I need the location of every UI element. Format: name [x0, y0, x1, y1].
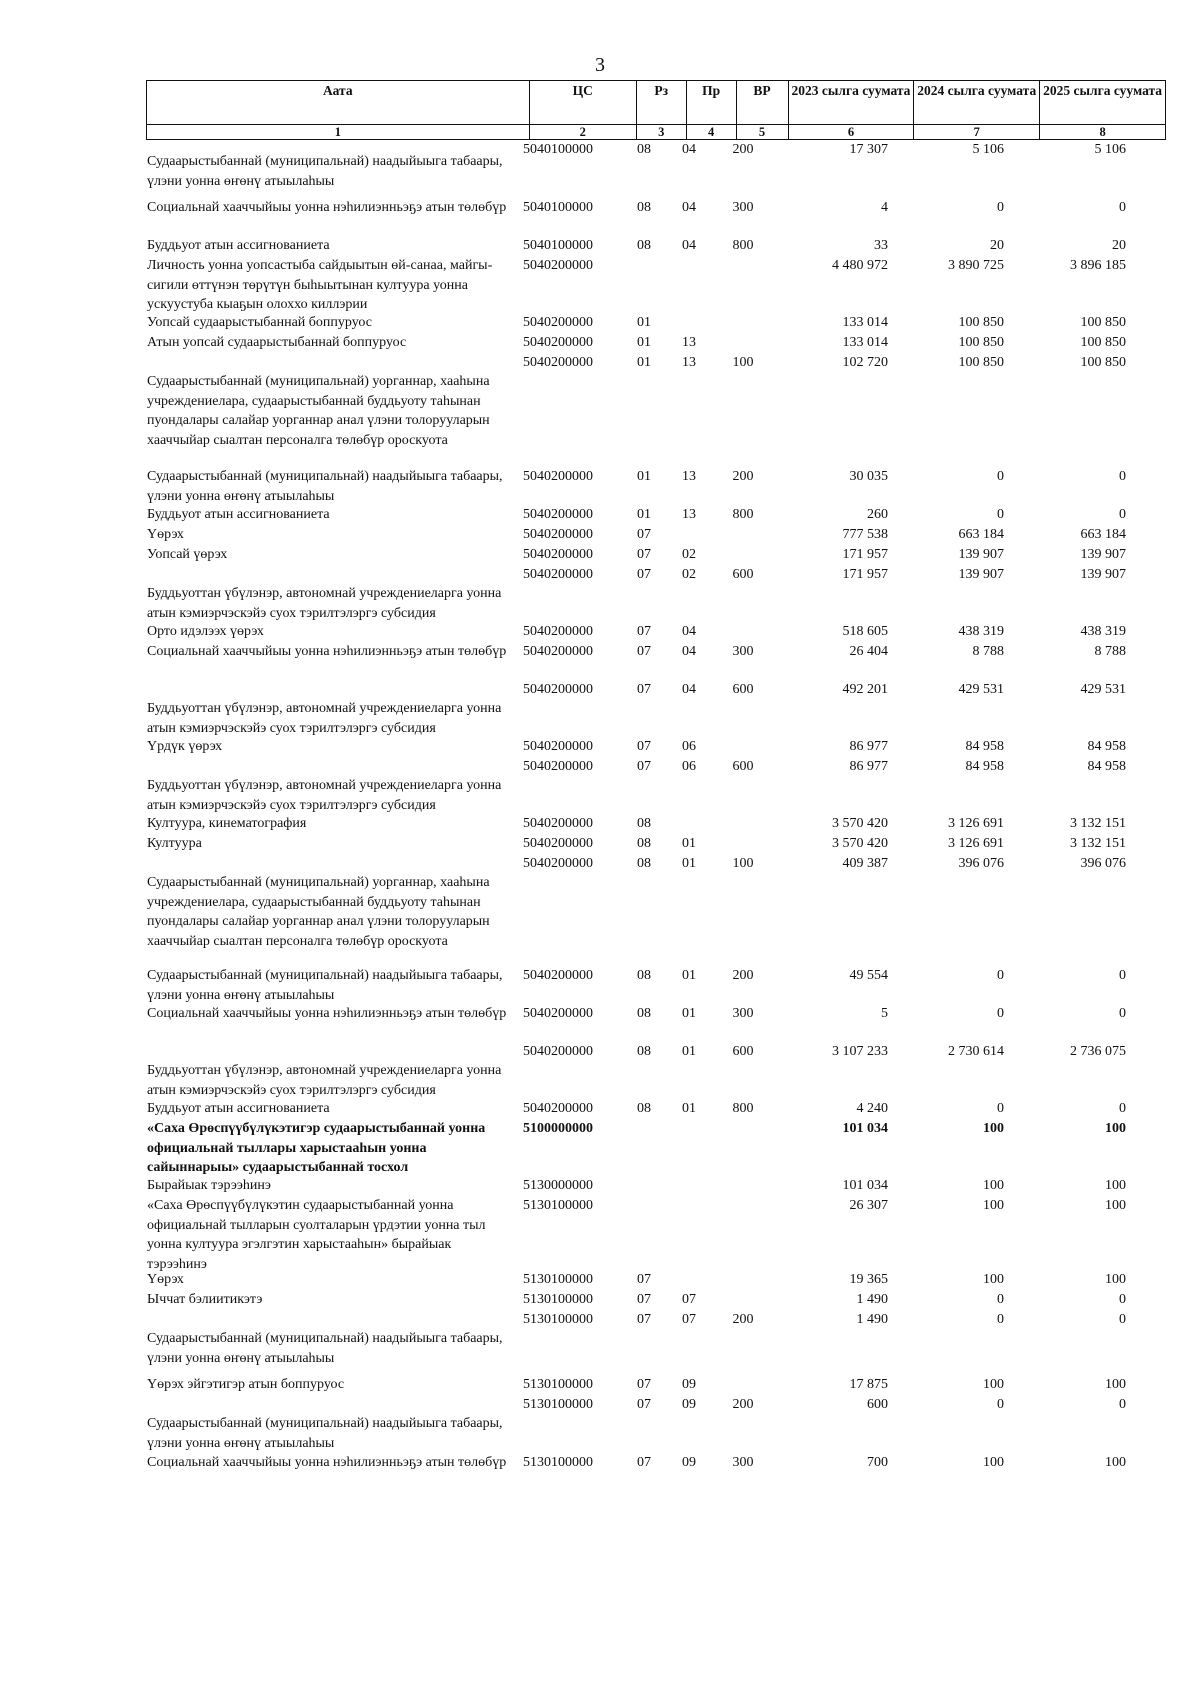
row-name: «Саха Өрөспүүбүлүкэтин судаарыстыбаннай уонна официальнай тылларын суолталарын үрдэтии уонна тыл уонна култуура эгэлгэтин харыстааһын» бырайыак тэрээһинэ [147, 1198, 486, 1272]
row-rz: 08 [637, 238, 651, 253]
col-header-2023: 2023 сылга суумата [788, 81, 914, 125]
row-vr: 100 [732, 856, 754, 871]
row-rz: 07 [637, 567, 651, 582]
row-value-2024: 0 [997, 469, 1004, 484]
row-value-2024: 0 [997, 1101, 1004, 1116]
row-value-2024: 0 [997, 200, 1004, 215]
row-value-2024: 0 [997, 1312, 1004, 1327]
row-cs: 5130100000 [523, 1272, 593, 1287]
row-value-2024: 3 126 691 [948, 836, 1004, 851]
col-number: 7 [914, 125, 1040, 140]
row-value-2024: 100 [983, 1178, 1004, 1193]
row-value-2023: 777 538 [842, 527, 888, 542]
row-vr: 100 [732, 355, 754, 370]
row-value-2025: 396 076 [1080, 856, 1126, 871]
row-value-2023: 133 014 [842, 335, 888, 350]
row-value-2024: 100 [983, 1121, 1004, 1136]
row-rz: 07 [637, 682, 651, 697]
row-cs: 5130100000 [523, 1397, 593, 1412]
row-value-2025: 0 [1119, 507, 1126, 522]
row-name: Буддьуот атын ассигнованиета [147, 507, 330, 522]
row-value-2023: 17 307 [849, 142, 888, 157]
row-cs: 5040200000 [523, 355, 593, 370]
col-number: 2 [529, 125, 636, 140]
row-value-2025: 0 [1119, 1006, 1126, 1021]
row-value-2025: 0 [1119, 1397, 1126, 1412]
col-header-2024: 2024 сылга суумата [914, 81, 1040, 125]
row-cs: 5040200000 [523, 856, 593, 871]
row-value-2023: 49 554 [849, 968, 888, 983]
row-cs: 5130100000 [523, 1377, 593, 1392]
row-cs: 5040200000 [523, 836, 593, 851]
row-value-2025: 100 [1105, 1272, 1126, 1287]
row-value-2025: 663 184 [1080, 527, 1126, 542]
row-name: Үөрэх [147, 1272, 184, 1287]
row-name: Судаарыстыбаннай (муниципальнай) уорганнар, хааһына учреждениелара, судаарыстыбаннай буддьуоту таһынан пуондалары салайар уорганнар анал үлэни толорууларын хааччыйар сыалтан персоналга төлөбүр ороскуота [147, 374, 490, 448]
row-value-2024: 84 958 [965, 759, 1004, 774]
row-value-2025: 5 106 [1094, 142, 1126, 157]
row-pr: 01 [682, 1101, 696, 1116]
row-name: Судаарыстыбаннай (муниципальнай) наадыйыыга табаары, үлэни уонна өҥөнү атыылаһыы [147, 1416, 503, 1451]
row-cs: 5040200000 [523, 759, 593, 774]
row-name: Судаарыстыбаннай (муниципальнай) наадыйыыга табаары, үлэни уонна өҥөнү атыылаһыы [147, 968, 503, 1003]
row-pr: 13 [682, 469, 696, 484]
row-value-2023: 33 [874, 238, 888, 253]
row-value-2024: 100 850 [958, 335, 1004, 350]
row-value-2023: 86 977 [849, 739, 888, 754]
row-rz: 07 [637, 1292, 651, 1307]
row-name: Буддьуоттан үбүлэнэр, автономнай учреждениеларга уонна атын кэмиэрчэскэйэ суох тэрилтэлэргэ субсидия [147, 1063, 502, 1098]
row-vr: 300 [732, 1006, 754, 1021]
row-cs: 5040100000 [523, 142, 593, 157]
row-rz: 07 [637, 1455, 651, 1470]
row-value-2025: 100 [1105, 1377, 1126, 1392]
row-value-2025: 0 [1119, 469, 1126, 484]
row-value-2024: 84 958 [965, 739, 1004, 754]
row-name: Үөрэх эйгэтигэр атын боппуруос [147, 1377, 345, 1392]
row-value-2023: 17 875 [849, 1377, 888, 1392]
row-vr: 800 [732, 507, 754, 522]
row-value-2025: 100 [1105, 1121, 1126, 1136]
row-value-2025: 139 907 [1080, 547, 1126, 562]
row-rz: 07 [637, 1397, 651, 1412]
row-value-2023: 101 034 [842, 1121, 888, 1136]
row-value-2024: 0 [997, 1397, 1004, 1412]
row-value-2024: 139 907 [958, 567, 1004, 582]
row-value-2023: 1 490 [856, 1312, 888, 1327]
row-vr: 800 [732, 238, 754, 253]
row-value-2024: 139 907 [958, 547, 1004, 562]
row-rz: 01 [637, 335, 651, 350]
row-cs: 5040200000 [523, 315, 593, 330]
row-value-2023: 171 957 [842, 547, 888, 562]
row-vr: 800 [732, 1101, 754, 1116]
row-cs: 5040200000 [523, 1006, 593, 1021]
row-cs: 5040200000 [523, 258, 593, 273]
row-rz: 08 [637, 856, 651, 871]
row-value-2025: 100 850 [1080, 355, 1126, 370]
row-vr: 600 [732, 682, 754, 697]
row-pr: 02 [682, 547, 696, 562]
row-rz: 01 [637, 469, 651, 484]
row-vr: 200 [732, 142, 754, 157]
row-value-2024: 663 184 [958, 527, 1004, 542]
row-value-2025: 438 319 [1080, 624, 1126, 639]
row-pr: 04 [682, 644, 696, 659]
row-name: Бырайыак тэрээһинэ [147, 1178, 271, 1193]
col-number: 1 [147, 125, 530, 140]
row-cs: 5100000000 [523, 1121, 593, 1136]
row-pr: 07 [682, 1292, 696, 1307]
row-name: Буддьуоттан үбүлэнэр, автономнай учреждениеларга уонна атын кэмиэрчэскэйэ суох тэрилтэлэргэ субсидия [147, 778, 502, 813]
row-name: Ыччат бэлиитикэтэ [147, 1292, 263, 1307]
row-vr: 200 [732, 1397, 754, 1412]
row-value-2025: 0 [1119, 200, 1126, 215]
row-value-2023: 4 480 972 [832, 258, 888, 273]
row-rz: 07 [637, 759, 651, 774]
col-header-name: Аата [147, 81, 530, 125]
row-value-2023: 171 957 [842, 567, 888, 582]
row-name: Буддьуот атын ассигнованиета [147, 1101, 330, 1116]
row-rz: 08 [637, 1044, 651, 1059]
row-vr: 300 [732, 200, 754, 215]
col-number: 8 [1040, 125, 1166, 140]
row-value-2023: 492 201 [842, 682, 888, 697]
row-value-2025: 429 531 [1080, 682, 1126, 697]
row-pr: 01 [682, 1006, 696, 1021]
row-cs: 5040200000 [523, 816, 593, 831]
row-rz: 07 [637, 1377, 651, 1392]
row-pr: 01 [682, 1044, 696, 1059]
row-value-2024: 100 850 [958, 355, 1004, 370]
row-rz: 07 [637, 527, 651, 542]
row-value-2023: 3 570 420 [832, 816, 888, 831]
row-name: Социальнай хааччыйыы уонна нэһилиэнньэҕэ атын төлөбүр [147, 644, 507, 659]
col-number: 6 [788, 125, 914, 140]
row-pr: 13 [682, 355, 696, 370]
row-value-2025: 2 736 075 [1070, 1044, 1126, 1059]
row-pr: 09 [682, 1377, 696, 1392]
row-value-2024: 100 [983, 1377, 1004, 1392]
row-value-2023: 102 720 [842, 355, 888, 370]
row-rz: 08 [637, 200, 651, 215]
row-pr: 06 [682, 739, 696, 754]
row-rz: 08 [637, 142, 651, 157]
row-value-2024: 5 106 [972, 142, 1004, 157]
row-name: Култуура [147, 836, 202, 851]
row-value-2024: 100 [983, 1198, 1004, 1213]
row-name: Уопсай үөрэх [147, 547, 228, 562]
row-value-2025: 0 [1119, 1101, 1126, 1116]
row-value-2025: 100 [1105, 1178, 1126, 1193]
row-pr: 04 [682, 142, 696, 157]
row-value-2024: 0 [997, 1292, 1004, 1307]
row-name: «Саха Өрөспүүбүлүкэтигэр судаарыстыбаннай уонна официальнай тыллары харыстааһын уонна сайыннарыы» судаарыстыбаннай тосхол [147, 1121, 486, 1175]
row-value-2024: 100 850 [958, 315, 1004, 330]
row-name: Буддьуоттан үбүлэнэр, автономнай учреждениеларга уонна атын кэмиэрчэскэйэ суох тэрилтэлэргэ субсидия [147, 701, 502, 736]
col-header-pr: Пр [686, 81, 736, 125]
col-header-cs: ЦС [529, 81, 636, 125]
row-pr: 04 [682, 200, 696, 215]
row-value-2023: 518 605 [842, 624, 888, 639]
row-cs: 5040200000 [523, 1044, 593, 1059]
row-cs: 5040200000 [523, 567, 593, 582]
row-pr: 07 [682, 1312, 696, 1327]
col-number: 4 [686, 125, 736, 140]
row-value-2025: 100 850 [1080, 315, 1126, 330]
row-vr: 600 [732, 759, 754, 774]
row-name: Социальнай хааччыйыы уонна нэһилиэнньэҕэ атын төлөбүр [147, 1455, 507, 1470]
row-cs: 5130100000 [523, 1198, 593, 1213]
row-value-2025: 20 [1112, 238, 1126, 253]
row-value-2023: 26 307 [849, 1198, 888, 1213]
row-value-2024: 3 890 725 [948, 258, 1004, 273]
row-rz: 08 [637, 1101, 651, 1116]
row-cs: 5040200000 [523, 682, 593, 697]
row-name: Уопсай судаарыстыбаннай боппуруос [147, 315, 372, 330]
row-cs: 5040200000 [523, 739, 593, 754]
row-cs: 5040100000 [523, 238, 593, 253]
row-value-2025: 84 958 [1087, 759, 1126, 774]
row-value-2024: 0 [997, 507, 1004, 522]
row-value-2025: 3 132 151 [1070, 816, 1126, 831]
row-cs: 5040200000 [523, 527, 593, 542]
row-rz: 08 [637, 836, 651, 851]
row-cs: 5040200000 [523, 968, 593, 983]
row-value-2024: 100 [983, 1455, 1004, 1470]
page-number: 3 [595, 54, 605, 76]
row-cs: 5040200000 [523, 644, 593, 659]
row-value-2023: 26 404 [849, 644, 888, 659]
row-pr: 01 [682, 856, 696, 871]
row-value-2024: 0 [997, 1006, 1004, 1021]
row-name: Атын уопсай судаарыстыбаннай боппуруос [147, 335, 407, 350]
row-value-2025: 84 958 [1087, 739, 1126, 754]
row-value-2025: 3 896 185 [1070, 258, 1126, 273]
row-pr: 06 [682, 759, 696, 774]
row-value-2024: 2 730 614 [948, 1044, 1004, 1059]
row-value-2024: 429 531 [958, 682, 1004, 697]
row-value-2025: 0 [1119, 1292, 1126, 1307]
row-rz: 08 [637, 816, 651, 831]
row-value-2023: 3 570 420 [832, 836, 888, 851]
row-pr: 01 [682, 968, 696, 983]
row-rz: 01 [637, 315, 651, 330]
row-pr: 04 [682, 624, 696, 639]
row-cs: 5130100000 [523, 1455, 593, 1470]
row-rz: 01 [637, 507, 651, 522]
row-value-2025: 100 850 [1080, 335, 1126, 350]
row-cs: 5040200000 [523, 624, 593, 639]
row-value-2025: 8 788 [1094, 644, 1126, 659]
row-value-2025: 0 [1119, 1312, 1126, 1327]
row-value-2025: 0 [1119, 968, 1126, 983]
row-name: Орто идэлээх үөрэх [147, 624, 264, 639]
row-cs: 5040200000 [523, 335, 593, 350]
row-value-2025: 3 132 151 [1070, 836, 1126, 851]
row-cs: 5040200000 [523, 1101, 593, 1116]
row-pr: 02 [682, 567, 696, 582]
row-cs: 5130000000 [523, 1178, 593, 1193]
row-value-2023: 600 [867, 1397, 888, 1412]
row-value-2024: 8 788 [972, 644, 1004, 659]
row-value-2023: 101 034 [842, 1178, 888, 1193]
row-name: Буддьуоттан үбүлэнэр, автономнай учреждениеларга уонна атын кэмиэрчэскэйэ суох тэрилтэлэргэ субсидия [147, 586, 502, 621]
row-pr: 13 [682, 335, 696, 350]
row-name: Судаарыстыбаннай (муниципальнай) наадыйыыга табаары, үлэни уонна өҥөнү атыылаһыы [147, 469, 503, 504]
row-value-2024: 100 [983, 1272, 1004, 1287]
row-value-2025: 139 907 [1080, 567, 1126, 582]
row-vr: 600 [732, 567, 754, 582]
row-rz: 01 [637, 355, 651, 370]
row-name: Личность уонна уопсастыба сайдыытын өй-санаа, майгы-сигили өттүнэн төрүтүн быһыытынан култуура уонна ускуустуба кыаҕын олоххо киллэрии [147, 258, 493, 312]
row-value-2024: 438 319 [958, 624, 1004, 639]
row-vr: 200 [732, 469, 754, 484]
row-value-2024: 396 076 [958, 856, 1004, 871]
col-header-vr: ВР [736, 81, 788, 125]
col-number: 3 [636, 125, 686, 140]
row-pr: 04 [682, 238, 696, 253]
row-vr: 300 [732, 644, 754, 659]
row-cs: 5040100000 [523, 200, 593, 215]
row-rz: 07 [637, 1312, 651, 1327]
row-name: Үрдүк үөрэх [147, 739, 223, 754]
row-pr: 13 [682, 507, 696, 522]
row-value-2023: 700 [867, 1455, 888, 1470]
row-cs: 5040200000 [523, 507, 593, 522]
row-value-2024: 20 [990, 238, 1004, 253]
row-value-2023: 409 387 [842, 856, 888, 871]
row-rz: 07 [637, 1272, 651, 1287]
row-name: Култуура, кинематография [147, 816, 307, 831]
row-rz: 07 [637, 644, 651, 659]
row-cs: 5130100000 [523, 1292, 593, 1307]
row-value-2023: 3 107 233 [832, 1044, 888, 1059]
row-vr: 200 [732, 1312, 754, 1327]
row-vr: 300 [732, 1455, 754, 1470]
row-rz: 08 [637, 968, 651, 983]
row-rz: 07 [637, 739, 651, 754]
row-name: Социальнай хааччыйыы уонна нэһилиэнньэҕэ атын төлөбүр [147, 200, 507, 215]
row-name: Судаарыстыбаннай (муниципальнай) наадыйыыга табаары, үлэни уонна өҥөнү атыылаһыы [147, 154, 503, 189]
row-pr: 09 [682, 1397, 696, 1412]
row-value-2023: 86 977 [849, 759, 888, 774]
row-value-2025: 100 [1105, 1198, 1126, 1213]
row-rz: 07 [637, 547, 651, 562]
row-pr: 04 [682, 682, 696, 697]
row-cs: 5040200000 [523, 547, 593, 562]
row-rz: 08 [637, 1006, 651, 1021]
row-value-2024: 0 [997, 968, 1004, 983]
row-value-2025: 100 [1105, 1455, 1126, 1470]
row-value-2023: 19 365 [849, 1272, 888, 1287]
row-value-2023: 1 490 [856, 1292, 888, 1307]
row-value-2023: 260 [867, 507, 888, 522]
row-value-2023: 30 035 [849, 469, 888, 484]
row-value-2023: 4 240 [856, 1101, 888, 1116]
row-value-2024: 3 126 691 [948, 816, 1004, 831]
row-cs: 5130100000 [523, 1312, 593, 1327]
row-vr: 600 [732, 1044, 754, 1059]
row-name: Үөрэх [147, 527, 184, 542]
row-value-2023: 133 014 [842, 315, 888, 330]
row-vr: 200 [732, 968, 754, 983]
row-value-2023: 4 [881, 200, 888, 215]
row-name: Социальнай хааччыйыы уонна нэһилиэнньэҕэ атын төлөбүр [147, 1006, 507, 1021]
row-name: Судаарыстыбаннай (муниципальнай) наадыйыыга табаары, үлэни уонна өҥөнү атыылаһыы [147, 1331, 503, 1366]
row-pr: 01 [682, 836, 696, 851]
row-cs: 5040200000 [523, 469, 593, 484]
col-header-rz: Рз [636, 81, 686, 125]
row-name: Судаарыстыбаннай (муниципальнай) уорганнар, хааһына учреждениелара, судаарыстыбаннай буддьуоту таһынан пуондалары салайар уорганнар анал үлэни толорууларын хааччыйар сыалтан персоналга төлөбүр ороскуота [147, 875, 490, 949]
row-rz: 07 [637, 624, 651, 639]
row-pr: 09 [682, 1455, 696, 1470]
col-header-2025: 2025 сылга суумата [1040, 81, 1166, 125]
row-name: Буддьуот атын ассигнованиета [147, 238, 330, 253]
row-value-2023: 5 [881, 1006, 888, 1021]
col-number: 5 [736, 125, 788, 140]
